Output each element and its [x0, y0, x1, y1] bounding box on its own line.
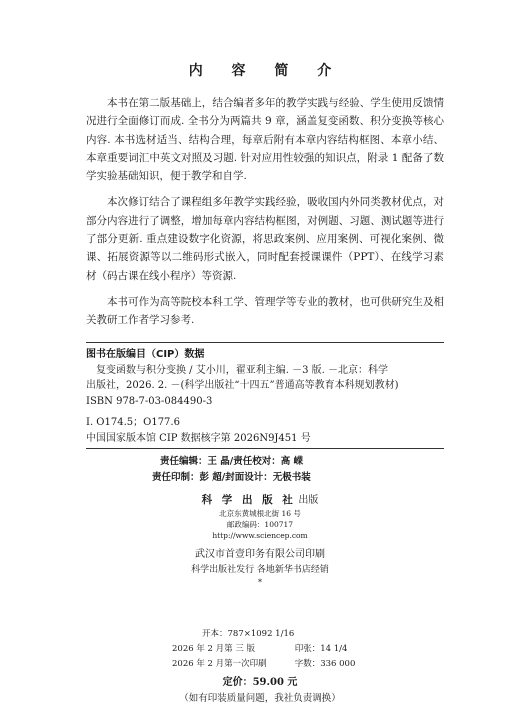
- word-count: 字数：336 000: [294, 659, 356, 669]
- staff-line-2: 责任印制：彭 超/封面设计：无极书装: [152, 472, 311, 483]
- publisher-address: 北京东黄城根北街 16 号: [219, 509, 301, 518]
- page-title: 内 容 简 介: [188, 63, 344, 79]
- printing-date: 2026 年 2 月第一次印刷: [172, 659, 267, 669]
- edition-row: [172, 642, 372, 657]
- separator-star: *: [258, 578, 262, 587]
- cip-isbn: ISBN 978-7-03-084490-3: [86, 395, 213, 407]
- publisher-block: [0, 492, 520, 589]
- price: 定价：59.00 元: [222, 677, 298, 688]
- cip-line-1: 复变函数与积分变换 / 艾小川，翟亚利主编. －3 版. －北京：科学: [96, 364, 388, 376]
- cip-top-divider: [86, 342, 444, 343]
- format-label: 开本：787×1092 1/16: [202, 629, 295, 639]
- cip-line-2: 出版社，2026. 2. －(科学出版社“十四五”普通高等教育本科规划教材): [86, 380, 399, 392]
- cip-bottom-divider: [86, 448, 444, 449]
- distribution-info: 科学出版社发行 各地新华书店经销: [191, 565, 329, 575]
- publisher-name-line: [0, 492, 520, 508]
- publisher-name: 科 学 出 版 社: [201, 494, 296, 506]
- printing-row: [172, 657, 372, 672]
- publisher-suffix: 出版: [298, 495, 319, 506]
- sheet-count: 印张：14 1/4: [294, 644, 348, 654]
- staff-line-1: 责任编辑：王 晶/责任校对：高 嵘: [160, 456, 304, 467]
- publisher-postcode: 邮政编码：100717: [226, 520, 294, 529]
- edition-date: 2026 年 2 月第 三 版: [172, 644, 256, 654]
- publisher-website: http://www.sciencep.com: [212, 531, 308, 540]
- quality-notice: （如有印装质量问题，我社负责调换）: [179, 693, 341, 704]
- cip-classification: I. O174.5；O177.6: [86, 417, 180, 429]
- summary-paragraph-3: 本书可作为高等院校本科工学、管理学等专业的教材，也可供研究生及相关教研工作者学习参考.: [86, 295, 444, 327]
- format-row: [172, 627, 372, 642]
- summary-paragraph-2: 本次修订结合了课程组多年教学实践经验，吸收国内外同类教材优点，对部分内容进行了调整，增加每章内容结构框图，对例题、习题、测试题等进行了部分更新. 重点建设数字化资源，将思政案例、应用案例、可视化案例、微课、拓展资源等以二维码形式嵌入，同时配套授课课件（PPT）、在线学习素材（码古课在线小程序）等资源.: [86, 196, 444, 282]
- printer-name: 武汉市首壹印务有限公司印刷: [195, 549, 325, 560]
- content-summary: [86, 94, 444, 338]
- cip-record-number: 中国国家版本馆 CIP 数据核字第 2026N9J451 号: [86, 432, 311, 444]
- cip-heading: 图书在版编目（CIP）数据: [86, 349, 205, 360]
- summary-paragraph-1: 本书在第二版基础上，结合编者多年的教学实践与经验、学生使用反馈情况进行全面修订而成. 全书分为两篇共 9 章，涵盖复变函数、积分变换等核心内容. 本书选材适当、结构合理，每章后附有本章内容结构框图、本章小结、本章重要词汇中英文对照及习题. 针对应用性较强的知识点，附录 1 配备了数学实验基础知识，便于教学和自学.: [86, 97, 444, 183]
- cip-block: [86, 347, 444, 447]
- print-specs: [172, 627, 372, 672]
